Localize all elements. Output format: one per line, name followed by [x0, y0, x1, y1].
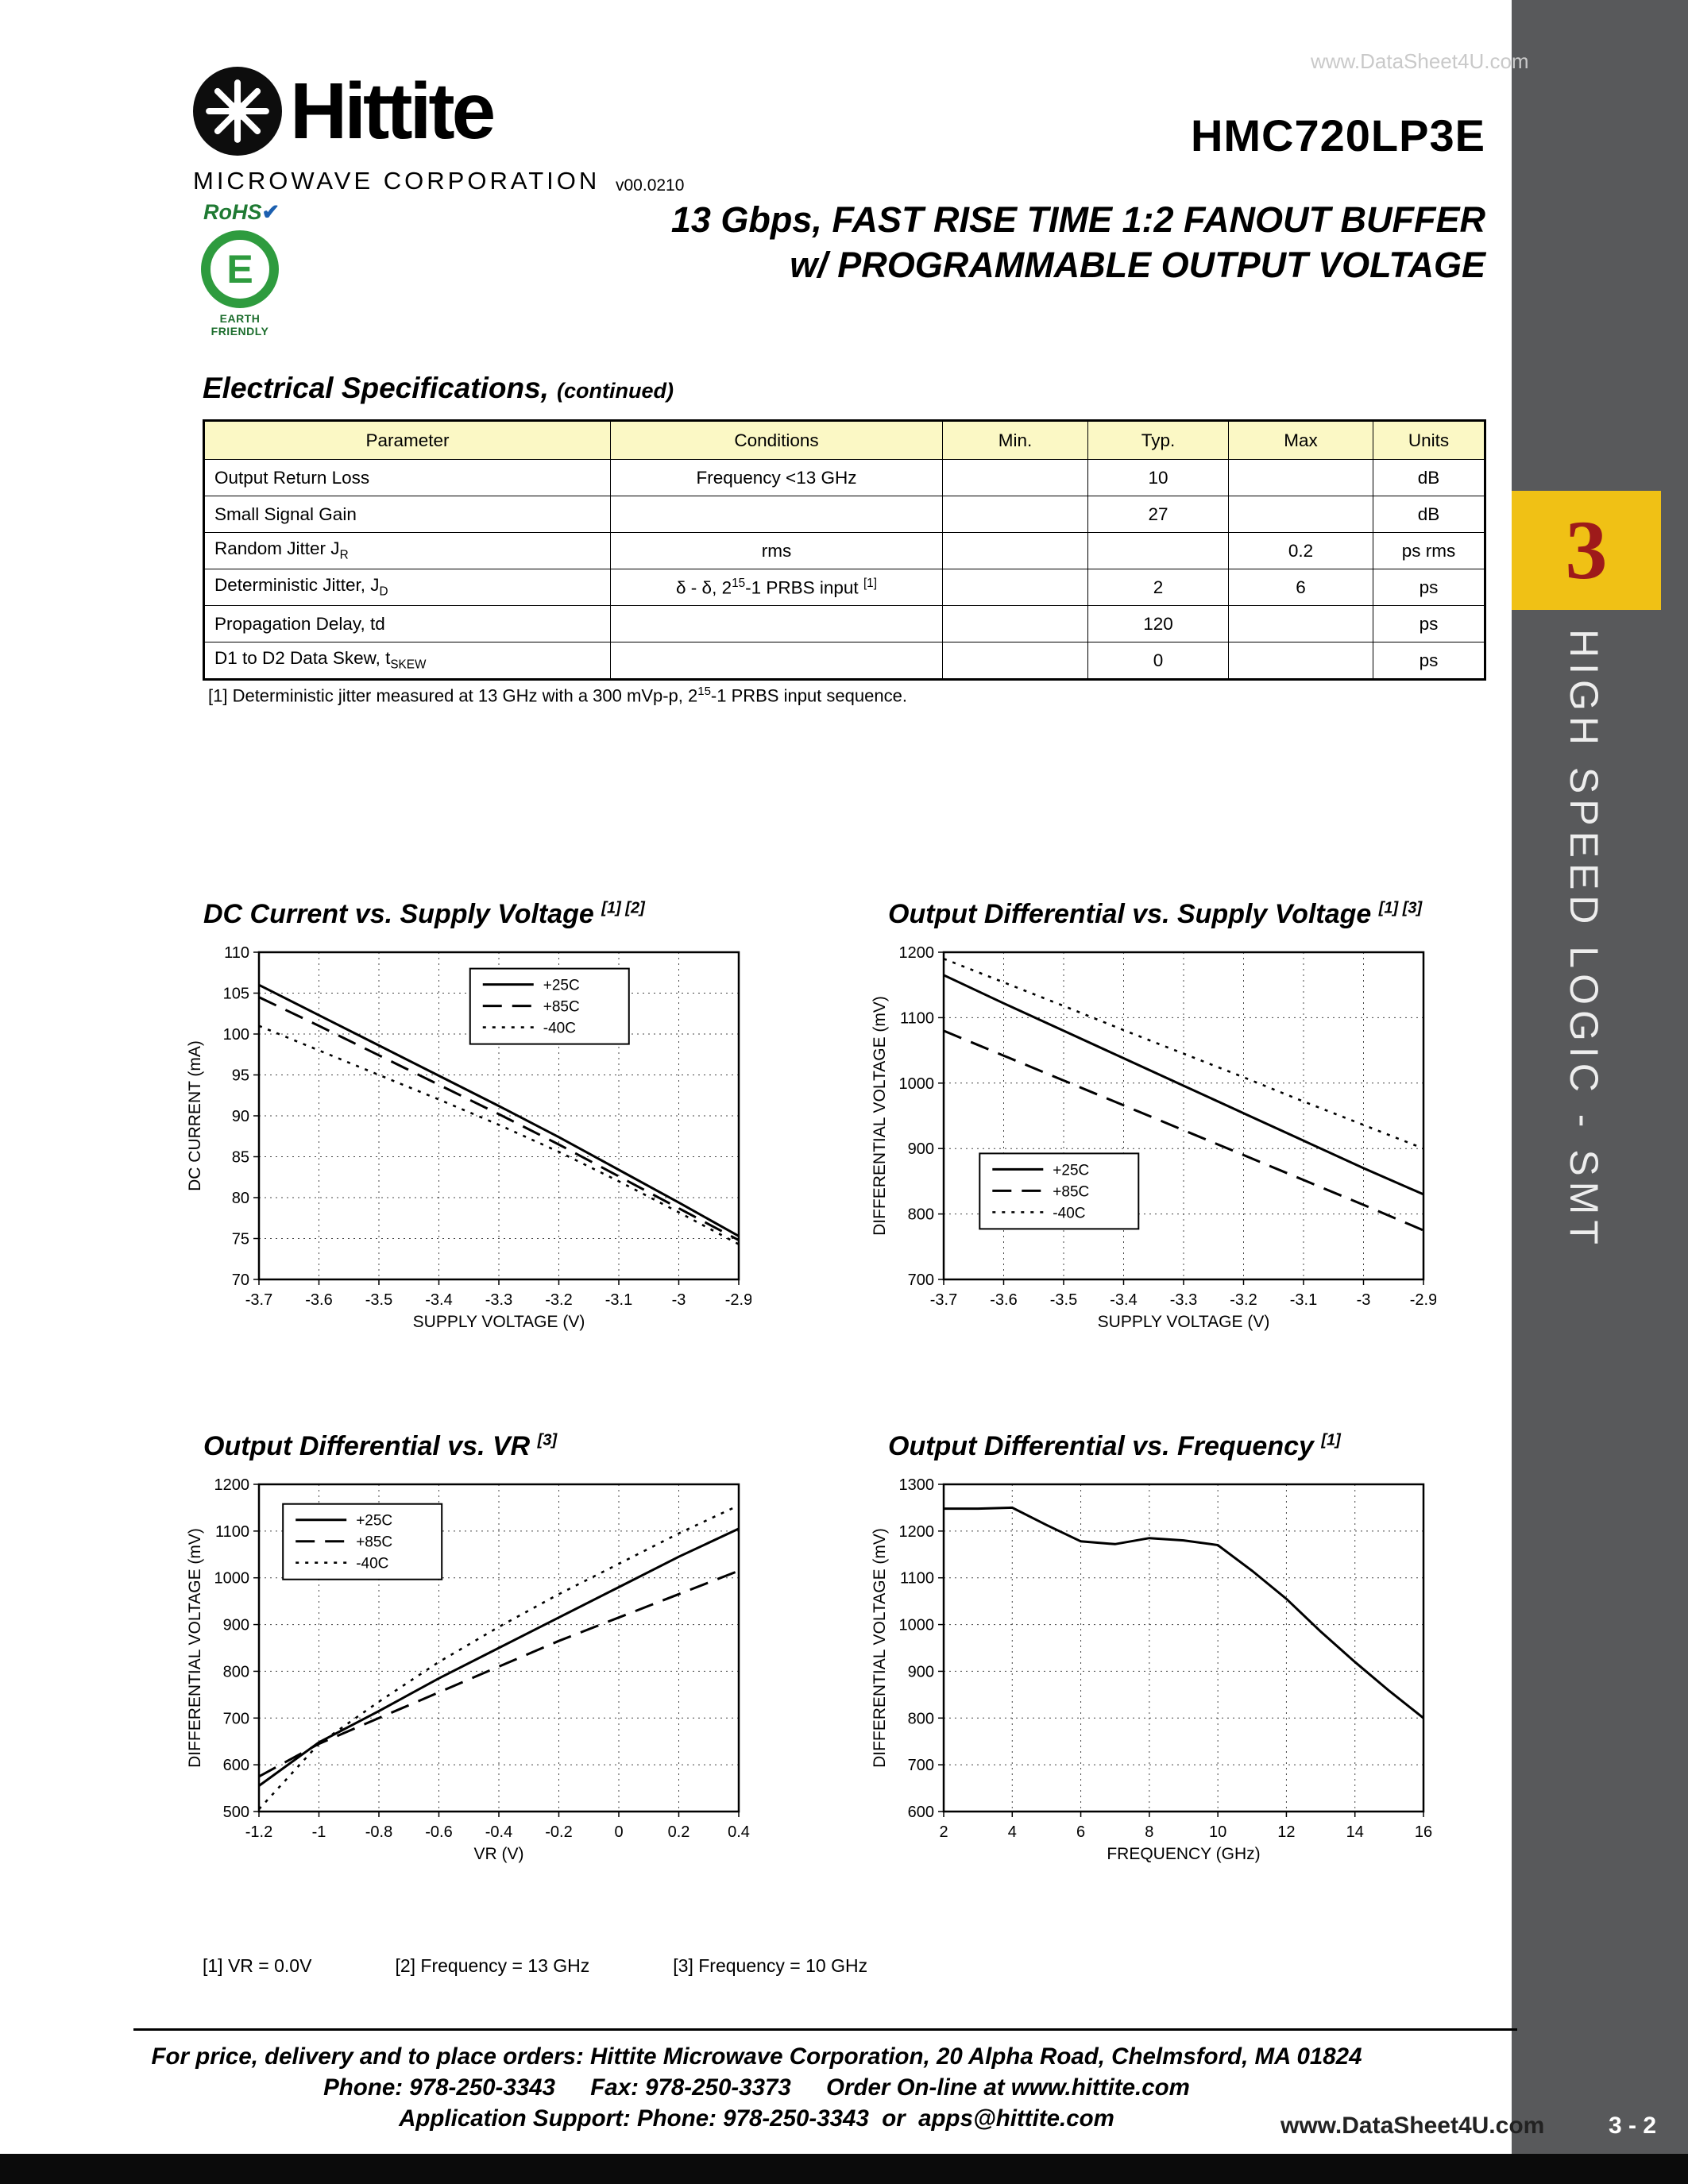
svg-text:0: 0: [614, 1823, 624, 1841]
svg-text:1100: 1100: [214, 1522, 249, 1541]
specs-table-head: [204, 421, 1485, 460]
table-cell: δ - δ, $2^{15}-1$ PRBS input [1]: [611, 569, 943, 606]
chart-svg: [187, 1473, 751, 1869]
chart-canvas: [872, 1473, 1460, 1873]
svg-text:105: 105: [222, 985, 249, 1003]
svg-text:700: 700: [907, 1271, 934, 1289]
svg-text:16: 16: [1414, 1823, 1433, 1841]
svg-text:+25C: +25C: [1053, 1162, 1090, 1179]
svg-text:-3.2: -3.2: [1230, 1291, 1257, 1309]
svg-text:-3.5: -3.5: [365, 1291, 393, 1309]
svg-text:SUPPLY VOLTAGE (V): SUPPLY VOLTAGE (V): [412, 1313, 585, 1331]
svg-text:-1: -1: [311, 1823, 326, 1841]
footnote-3: [3] Frequency = 10 GHz: [673, 1955, 868, 1976]
earth-letter: E: [226, 247, 253, 291]
table-cell: [1229, 496, 1373, 533]
table-cell: ps: [1373, 606, 1485, 642]
svg-text:700: 700: [222, 1710, 249, 1728]
footer-line2: Phone: 978-250-3343 Fax: 978-250-3373 Order On-line at www.hittite.com: [323, 2074, 1190, 2101]
svg-text:+85C: +85C: [356, 1534, 393, 1551]
svg-text:100: 100: [222, 1026, 249, 1044]
doc-title-line2: w/ PROGRAMMABLE OUTPUT VOLTAGE: [790, 245, 1485, 285]
sidebar: [1512, 0, 1688, 2184]
chart-title-text: Output Differential vs. Frequency: [888, 1431, 1314, 1461]
svg-text:1100: 1100: [899, 1009, 934, 1028]
svg-text:14: 14: [1346, 1823, 1364, 1841]
table-cell: [943, 606, 1088, 642]
chart-title-text: Output Differential vs. VR: [203, 1431, 531, 1461]
svg-text:-3.5: -3.5: [1049, 1291, 1078, 1309]
table-cell: dB: [1373, 496, 1485, 533]
reference-footnotes: [203, 1955, 867, 1977]
table-cell: Propagation Delay, td: [204, 606, 611, 642]
svg-text:0.4: 0.4: [728, 1823, 750, 1841]
svg-text:FREQUENCY (GHz): FREQUENCY (GHz): [1107, 1845, 1261, 1863]
table-cell: 27: [1088, 496, 1229, 533]
rohs-label: RoHS: [203, 200, 262, 224]
chart-title: [888, 1431, 1460, 1462]
table-cell: [943, 569, 1088, 606]
svg-text:-3.7: -3.7: [245, 1291, 273, 1309]
footer-divider: [133, 2028, 1517, 2031]
svg-text:-3.1: -3.1: [1289, 1291, 1318, 1309]
svg-text:-0.8: -0.8: [365, 1823, 393, 1841]
table-header-row: [204, 421, 1485, 460]
table-cell: [611, 496, 943, 533]
chart-title-refs: [1]: [1321, 1431, 1341, 1449]
svg-text:-2.9: -2.9: [724, 1291, 751, 1309]
chart-title-refs: [1] [3]: [1378, 899, 1423, 917]
chart-canvas: [872, 941, 1460, 1341]
svg-text:1000: 1000: [898, 1616, 934, 1634]
specs-table: [203, 419, 1486, 681]
svg-text:-0.4: -0.4: [485, 1823, 513, 1841]
chart-title: [203, 899, 775, 930]
svg-text:-3: -3: [671, 1291, 686, 1309]
table-cell: 2: [1088, 569, 1229, 606]
svg-text:-3.3: -3.3: [1169, 1291, 1198, 1309]
svg-text:1200: 1200: [214, 1476, 249, 1494]
chart-svg: [187, 941, 751, 1337]
recycle-icon: [201, 230, 279, 308]
chart-title-refs: [3]: [537, 1431, 558, 1449]
svg-text:-3.1: -3.1: [605, 1291, 633, 1309]
doc-title-line1: 13 Gbps, FAST RISE TIME 1:2 FANOUT BUFFER: [670, 199, 1485, 240]
chart-svg: [872, 941, 1436, 1337]
svg-text:70: 70: [231, 1271, 249, 1289]
table-cell: 0: [1088, 642, 1229, 680]
svg-text:-3.4: -3.4: [425, 1291, 453, 1309]
table-cell: rms: [611, 533, 943, 569]
table-row: [204, 606, 1485, 642]
svg-text:-2.9: -2.9: [1409, 1291, 1436, 1309]
table-cell: Random Jitter $J_R$: [204, 533, 611, 569]
table-cell: [611, 606, 943, 642]
svg-text:1000: 1000: [898, 1075, 934, 1093]
svg-text:85: 85: [231, 1148, 249, 1167]
table-header-cell: Min.: [943, 421, 1088, 460]
table-cell: 120: [1088, 606, 1229, 642]
svg-text:80: 80: [231, 1190, 249, 1207]
table-cell: Small Signal Gain: [204, 496, 611, 533]
svg-text:1000: 1000: [214, 1569, 249, 1588]
table-cell: [943, 642, 1088, 680]
svg-text:1300: 1300: [898, 1476, 934, 1494]
table-cell: [1229, 642, 1373, 680]
svg-text:DIFFERENTIAL VOLTAGE (mV): DIFFERENTIAL VOLTAGE (mV): [187, 1528, 204, 1768]
bottom-bar: [0, 2154, 1688, 2184]
svg-text:600: 600: [907, 1804, 934, 1821]
svg-text:110: 110: [224, 944, 249, 962]
footer-line1: For price, delivery and to place orders: Hittite Microwave Corporation, 20 Alpha Road, Chelmsford, MA 01824: [151, 2043, 1362, 2070]
chart-canvas: [187, 1473, 775, 1873]
chart-output-differential-vs-supply-voltage: [872, 899, 1460, 1341]
table-header-cell: Max: [1229, 421, 1373, 460]
chart-title: [203, 1431, 775, 1462]
checkmark-icon: ✔: [261, 200, 280, 224]
watermark-top: www.DataSheet4U.com: [1311, 49, 1529, 73]
chart-svg: [872, 1473, 1436, 1869]
section-heading-note: (continued): [556, 379, 674, 403]
table-row: [204, 460, 1485, 496]
svg-text:-1.2: -1.2: [245, 1823, 273, 1841]
section-tab: [1512, 491, 1661, 610]
chart-canvas: [187, 941, 775, 1341]
doc-version: v00.0210: [616, 176, 685, 195]
table-cell: [1088, 533, 1229, 569]
svg-text:+85C: +85C: [1053, 1183, 1090, 1201]
table-cell: ps: [1373, 569, 1485, 606]
svg-text:-40C: -40C: [1053, 1205, 1086, 1222]
svg-text:DIFFERENTIAL VOLTAGE (mV): DIFFERENTIAL VOLTAGE (mV): [872, 996, 889, 1236]
svg-text:800: 800: [907, 1710, 934, 1728]
svg-text:DIFFERENTIAL VOLTAGE (mV): DIFFERENTIAL VOLTAGE (mV): [872, 1528, 889, 1768]
table-row: [204, 569, 1485, 606]
part-number: HMC720LP3E: [1190, 110, 1485, 160]
table-cell: [943, 533, 1088, 569]
chart-title-text: DC Current vs. Supply Voltage: [203, 899, 594, 929]
footnote-1: [1] VR = 0.0V: [203, 1955, 312, 1976]
svg-text:+25C: +25C: [543, 977, 580, 994]
table-cell: ps: [1373, 642, 1485, 680]
section-heading-main: Electrical Specifications,: [203, 372, 549, 404]
svg-text:900: 900: [222, 1616, 249, 1634]
svg-text:SUPPLY VOLTAGE (V): SUPPLY VOLTAGE (V): [1097, 1313, 1270, 1331]
brand-name: Hittite: [290, 67, 493, 156]
svg-text:600: 600: [222, 1757, 249, 1775]
svg-text:+25C: +25C: [356, 1512, 393, 1530]
svg-text:DC CURRENT (mA): DC CURRENT (mA): [187, 1040, 204, 1191]
table-cell: [611, 642, 943, 680]
table-header-cell: Typ.: [1088, 421, 1229, 460]
chart-dc-current-vs-supply-voltage: [187, 899, 775, 1341]
svg-text:1100: 1100: [899, 1569, 934, 1588]
svg-text:1200: 1200: [898, 944, 934, 962]
svg-text:-0.6: -0.6: [425, 1823, 453, 1841]
table-header-cell: Conditions: [611, 421, 943, 460]
svg-text:800: 800: [222, 1663, 249, 1681]
svg-text:-3.6: -3.6: [305, 1291, 333, 1309]
svg-text:900: 900: [907, 1140, 934, 1159]
svg-text:12: 12: [1277, 1823, 1296, 1841]
svg-text:-3.6: -3.6: [990, 1291, 1018, 1309]
watermark-bottom: www.DataSheet4U.com: [1280, 2113, 1545, 2139]
svg-text:95: 95: [231, 1067, 249, 1085]
footnote-2: [2] Frequency = 13 GHz: [395, 1955, 590, 1976]
table-cell: dB: [1373, 460, 1485, 496]
table-cell: [1229, 460, 1373, 496]
svg-text:500: 500: [222, 1804, 249, 1821]
snowflake-icon: [203, 77, 272, 145]
table-footnote: [1] Deterministic jitter measured at 13 GHz with a 300 mVp-p, $2^{15}-1$ PRBS input sequence.: [208, 685, 907, 706]
svg-text:900: 900: [907, 1663, 934, 1681]
specs-table-body: [204, 460, 1485, 680]
section-heading: [203, 372, 674, 405]
table-cell: ps rms: [1373, 533, 1485, 569]
brand-subtitle: MICROWAVE CORPORATION: [193, 167, 601, 195]
svg-text:-0.2: -0.2: [545, 1823, 573, 1841]
table-row: [204, 496, 1485, 533]
chart-output-differential-vs-frequency: [872, 1431, 1460, 1873]
chart-title: [888, 899, 1460, 930]
svg-text:800: 800: [907, 1206, 934, 1224]
table-cell: Deterministic Jitter, $J_D$: [204, 569, 611, 606]
rohs-badge: [203, 200, 280, 225]
chart-title-refs: [1] [2]: [601, 899, 645, 917]
page-number: 3 - 2: [1609, 2113, 1657, 2139]
svg-text:6: 6: [1076, 1823, 1086, 1841]
svg-text:-3.2: -3.2: [545, 1291, 573, 1309]
table-cell: Output Return Loss: [204, 460, 611, 496]
table-cell: Frequency <13 GHz: [611, 460, 943, 496]
earth-friendly-caption: EARTH FRIENDLY: [211, 312, 269, 338]
svg-text:75: 75: [231, 1230, 249, 1248]
table-cell: 10: [1088, 460, 1229, 496]
table-header-cell: Units: [1373, 421, 1485, 460]
hittite-emblem: [193, 67, 282, 156]
svg-text:-3.7: -3.7: [929, 1291, 958, 1309]
company-logo: [193, 67, 492, 156]
table-header-cell: Parameter: [204, 421, 611, 460]
svg-text:1200: 1200: [898, 1522, 934, 1541]
table-cell: 0.2: [1229, 533, 1373, 569]
doc-title: [445, 197, 1485, 287]
svg-text:0.2: 0.2: [667, 1823, 690, 1841]
chart-title-text: Output Differential vs. Supply Voltage: [888, 899, 1372, 929]
footer-line3: Application Support: Phone: 978-250-3343 or apps@hittite.com: [399, 2105, 1114, 2132]
svg-text:10: 10: [1209, 1823, 1227, 1841]
svg-text:-3.4: -3.4: [1110, 1291, 1138, 1309]
table-row: [204, 533, 1485, 569]
table-row: [204, 642, 1485, 680]
svg-text:90: 90: [231, 1108, 249, 1125]
table-cell: D1 to D2 Data Skew, $t_{SKEW}$: [204, 642, 611, 680]
svg-text:4: 4: [1007, 1823, 1017, 1841]
svg-text:VR (V): VR (V): [473, 1845, 524, 1863]
table-cell: [943, 460, 1088, 496]
svg-text:-3: -3: [1356, 1291, 1371, 1309]
table-cell: [1229, 606, 1373, 642]
svg-text:700: 700: [907, 1757, 934, 1775]
section-tab-number: 3: [1565, 504, 1608, 596]
svg-text:-40C: -40C: [543, 1020, 576, 1037]
table-cell: 6: [1229, 569, 1373, 606]
svg-text:2: 2: [939, 1823, 948, 1841]
svg-text:-40C: -40C: [356, 1555, 389, 1572]
sidebar-vertical-label: HIGH SPEED LOGIC - SMT: [1562, 629, 1606, 1250]
earth-friendly-badge: [197, 230, 283, 338]
svg-text:-3.3: -3.3: [485, 1291, 513, 1309]
table-cell: [943, 496, 1088, 533]
svg-text:+85C: +85C: [543, 998, 580, 1016]
chart-output-differential-vs-vr: [187, 1431, 775, 1873]
svg-text:8: 8: [1145, 1823, 1154, 1841]
